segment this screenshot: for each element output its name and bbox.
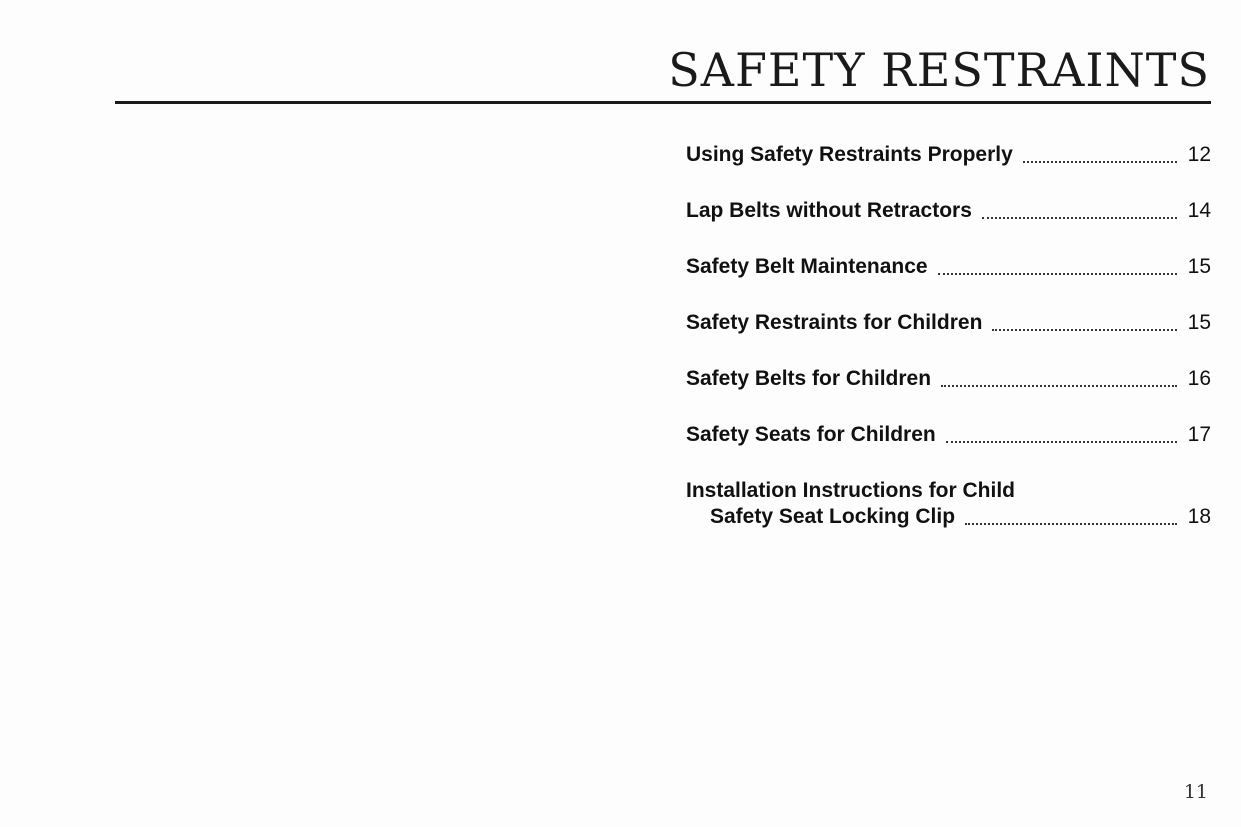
toc-entry-label-continued: Safety Seat Locking Clip xyxy=(710,505,956,528)
toc-entry-label: Lap Belts without Retractors xyxy=(686,199,972,222)
page-title: SAFETY RESTRAINTS xyxy=(668,43,1210,97)
toc-entry-lap-belts[interactable] xyxy=(686,168,1211,224)
toc-leader-dots xyxy=(965,521,1177,525)
toc-entry-page: 14 xyxy=(1187,199,1211,222)
toc-leader-dots xyxy=(946,439,1177,443)
toc-entry-line-1 xyxy=(686,478,1211,504)
toc-entry-belt-maintenance[interactable] xyxy=(686,224,1211,280)
toc-entry-page: 17 xyxy=(1187,423,1211,446)
toc-entry-line-2 xyxy=(686,504,1211,530)
toc-entry-page: 12 xyxy=(1187,143,1211,166)
table-of-contents xyxy=(686,142,1211,540)
toc-entry-page: 18 xyxy=(1187,505,1211,528)
page-number: 11 xyxy=(1183,781,1208,803)
toc-entry-locking-clip[interactable] xyxy=(686,478,1211,540)
toc-entry-label: Installation Instructions for Child xyxy=(686,479,1016,502)
toc-leader-dots xyxy=(992,327,1177,331)
toc-entry-label: Safety Restraints for Children xyxy=(686,311,983,334)
toc-entry-label: Safety Seats for Children xyxy=(686,423,936,446)
toc-entry-label: Safety Belt Maintenance xyxy=(686,255,928,278)
toc-entry-page: 16 xyxy=(1187,367,1211,390)
title-rule xyxy=(115,101,1211,104)
toc-entry-using-safety-restraints[interactable] xyxy=(686,142,1211,168)
toc-entry-page: 15 xyxy=(1187,311,1211,334)
toc-entry-label: Using Safety Restraints Properly xyxy=(686,143,1013,166)
toc-leader-dots xyxy=(938,271,1177,275)
toc-leader-dots xyxy=(941,383,1177,387)
toc-leader-dots xyxy=(982,215,1177,219)
toc-leader-dots xyxy=(1023,159,1177,163)
toc-entry-belts-children[interactable] xyxy=(686,336,1211,392)
toc-entry-seats-children[interactable] xyxy=(686,392,1211,448)
toc-entry-page: 15 xyxy=(1187,255,1211,278)
toc-entry-restraints-children[interactable] xyxy=(686,280,1211,336)
toc-entry-label: Safety Belts for Children xyxy=(686,367,932,390)
